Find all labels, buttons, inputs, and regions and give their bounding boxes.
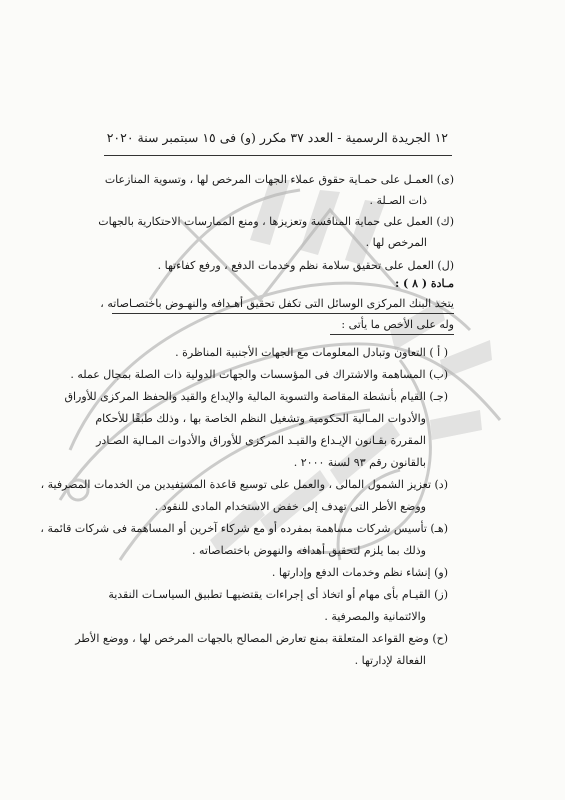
article-title: مـادة ( ٨ ) : (395, 277, 454, 290)
article-intro-line2: وله على الأخص ما يأتى : (341, 318, 454, 331)
list-item-waw: (و) إنشاء نظم وخدمات الدفع وإدارتها . (271, 566, 448, 579)
underline (330, 334, 454, 335)
list-item-zay-line2: والائتمانية والمصرفية . (324, 610, 426, 623)
list-item-jim-line4: بالقانون رقم ٩٣ لسنة ٢٠٠٠ . (293, 456, 426, 469)
list-item-zay-line1: (ز) القيـام بأى مهام أو اتخاذ أى إجراءات يقتضيهـا تطبيق السياسـات النقدية (108, 588, 448, 601)
list-item-jim-line1: (جـ) القيام بأنشطة المقاصة والتسوية المالية والإيداع والقيد والحفظ المركزى للأوراق (64, 390, 448, 403)
list-item-jim-line3: المقررة بقـانون الإيـداع والقيـد المركزى للأوراق والأدوات المـالية الصـادر (96, 434, 426, 447)
list-item-hha-line1: (ح) وضع القواعد المتعلقة بمنع تعارض المصالح بالجهات المرخص لها ، ووضع الأطر (75, 632, 448, 645)
list-item-hha-line2: الفعالة لإدارتها . (354, 654, 426, 667)
list-item-alef: ( أ ) التعاون وتبادل المعلومات مع الجهات الأجنبية المناظرة . (175, 346, 448, 359)
list-item-kaf-line1: (ك) العمل على حماية المنافسة وتعزيزها ، ومنع الممارسات الاحتكارية بالجهات (98, 215, 454, 228)
article-intro-line1: يتخذ البنك المركزى الوسائل التى تكفل تحقيق أهـدافه والنهـوض باختصـاصاته ، (100, 297, 454, 310)
list-item-ha-line1: (هـ) تأسيس شركات مساهمة بمفرده أو مع شركاء آخرين أو المساهمة فى شركات قائمة ، (40, 522, 448, 535)
list-item-ha-line2: وذلك بما يلزم لتحقيق أهدافه والنهوض باختصاصاته . (192, 544, 426, 557)
list-item-dal-line2: ووضع الأطر التى تهدف إلى خفض الاستخدام المادى للنقود . (154, 500, 426, 513)
list-item-jim-line2: والأدوات المـالية الحكومية وتشغيل النظم الخاصة بها ، وذلك طبقًا للأحكام (95, 412, 426, 425)
page-header: ١٢ الجريدة الرسمية - العدد ٣٧ مكرر (و) فى ١٥ سبتمبر سنة ٢٠٢٠ (106, 130, 448, 145)
list-item-lam: (ل) العمل على تحقيق سلامة نظم وخدمات الدفع ، ورفع كفاءتها . (157, 259, 454, 272)
list-item-kaf-line2: المرخص لها . (365, 236, 427, 249)
list-item-ya-line2: ذات الصـلة . (369, 194, 427, 207)
header-rule (104, 155, 452, 156)
list-item-dal-line1: (د) تعزيز الشمول المالى ، والعمل على توسيع قاعدة المستفيدين من الخدمات المصرفية ، (40, 478, 448, 491)
list-item-ya-line1: (ى) العمـل على حمـاية حقوق عملاء الجهات المرخص لها ، وتسوية المنازعات (104, 173, 454, 186)
list-item-ba: (ب) المساهمة والاشتراك فى المؤسسات والجهات الدولية ذات الصلة بمجال عمله . (70, 368, 448, 381)
underline (112, 313, 454, 314)
